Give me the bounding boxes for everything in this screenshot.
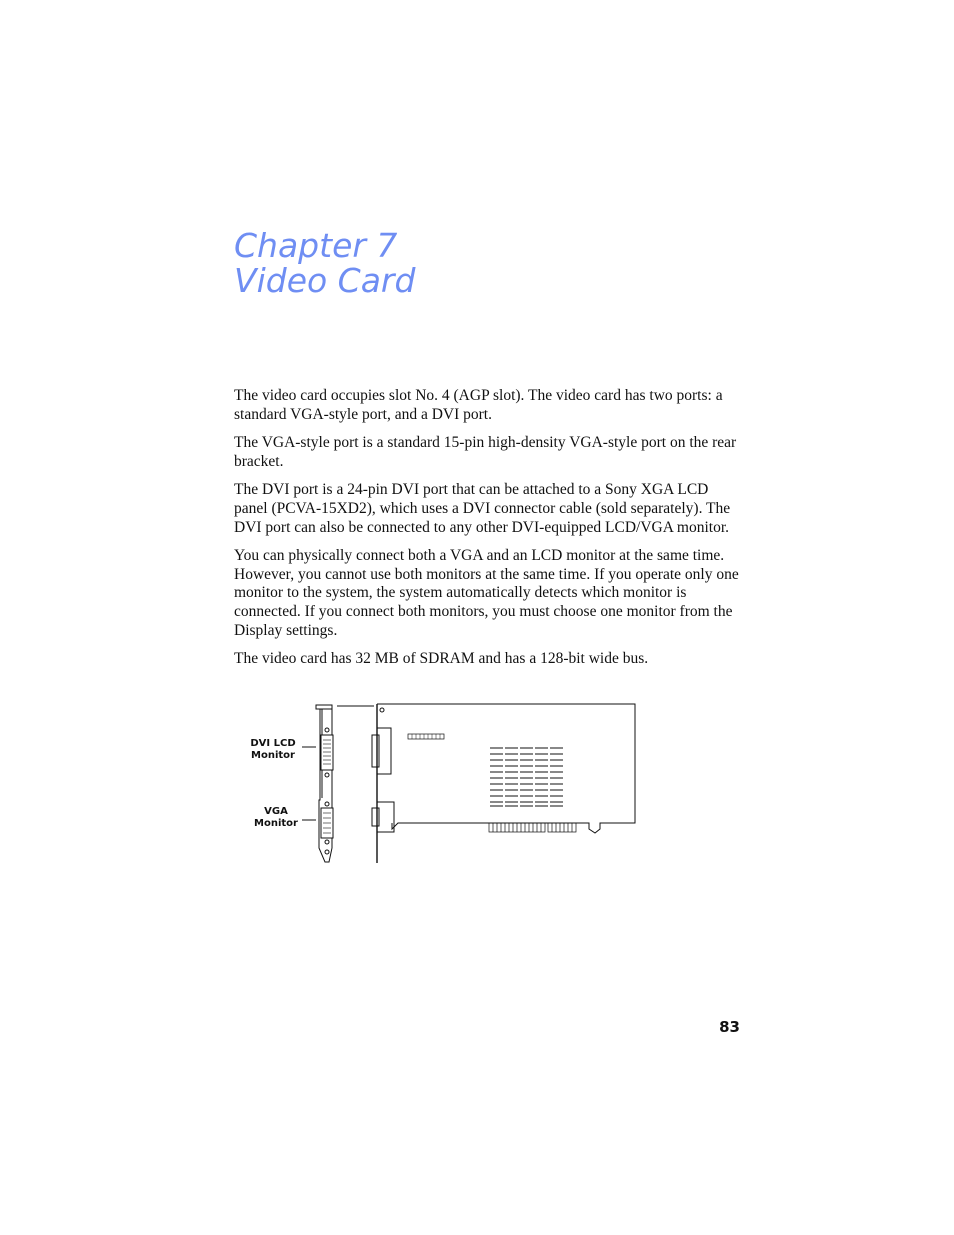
video-card-figure bbox=[240, 700, 640, 870]
video-card-board bbox=[372, 704, 635, 863]
paragraph: You can physically connect both a VGA and an LCD monitor at the same time. However, you cannot use both monitors at the same time. If you operate only one monitor to the system, the system automatically detects which monitor is connected. If you connect both monitors, you must choose one monitor from the Display settings. bbox=[234, 546, 739, 639]
rear-bracket bbox=[316, 705, 333, 862]
chapter-number: Chapter 7 bbox=[234, 226, 398, 265]
dvi-lcd-monitor-label bbox=[244, 738, 302, 762]
paragraph: The video card occupies slot No. 4 (AGP slot). The video card has two ports: a standard VGA-style port, and a DVI port. bbox=[234, 387, 723, 423]
chapter-title bbox=[234, 228, 754, 298]
paragraph: The DVI port is a 24-pin DVI port that can be attached to a Sony XGA LCD panel (PCVA-15XD2), which uses a DVI connector cable (sold separately). The DVI port can also be connected to any other DVI-equipped LCD/VGA monitor. bbox=[234, 480, 731, 536]
chapter-name: Video Card bbox=[234, 261, 416, 300]
page-number: 83 bbox=[719, 1018, 740, 1036]
paragraph: The VGA-style port is a standard 15-pin high-density VGA-style port on the rear bracket. bbox=[234, 433, 737, 470]
dvi-label-line1: DVI LCD bbox=[250, 738, 296, 749]
vga-monitor-label bbox=[248, 806, 304, 830]
video-card-illustration bbox=[240, 700, 640, 870]
memory-chips bbox=[490, 748, 563, 806]
dvi-label-line2: Monitor bbox=[251, 750, 295, 761]
agp-edge-connector bbox=[489, 823, 576, 832]
body-text bbox=[234, 387, 739, 678]
paragraph: The video card has 32 MB of SDRAM and has a 128-bit wide bus. bbox=[234, 650, 649, 668]
vga-label-line2: Monitor bbox=[254, 818, 298, 829]
vga-label-line1: VGA bbox=[264, 806, 288, 817]
